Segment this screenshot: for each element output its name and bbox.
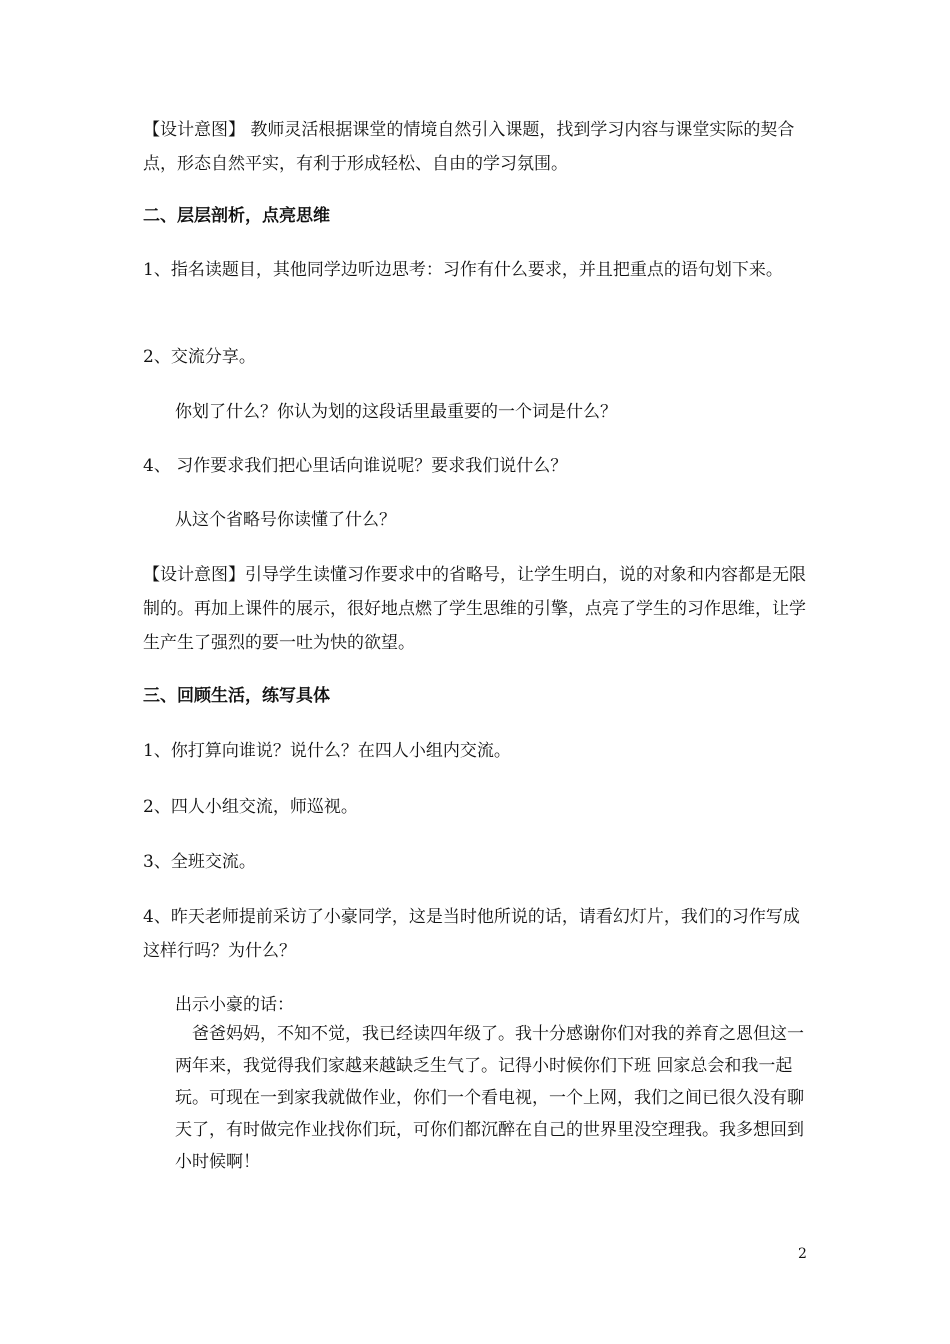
practice-step-2: 2、四人小组交流，师巡视。 — [143, 797, 358, 817]
step-4-paragraph: 4、 习作要求我们把心里话向谁说呢？要求我们说什么？ — [143, 456, 568, 476]
design-intent-paragraph-1: 【设计意图】 教师灵活根据课堂的情境自然引入课题，找到学习内容与课堂实际的契合点，形态自然平实，有利于形成轻松、自由的学习氛围。 — [143, 120, 795, 174]
practice-step-4: 4、昨天老师提前采访了小豪同学，这是当时他所说的话，请看幻灯片，我们的习作写成这样行吗？为什么？ — [143, 907, 800, 961]
step-2-paragraph: 2、交流分享。 — [143, 347, 256, 367]
quote-paragraph: 爸爸妈妈，不知不觉，我已经读四年级了。我十分感谢你们对我的养育之恩但这一两年来，我觉得我们家越来越缺乏生气了。记得小时候你们下班 回家总会和我一起玩。可现在一到家我就做作业，你们一个看电视，一个上网，我们之间已很久没有聊天了，有时做完作业找你们玩，可你们都沉醉在自己的世界里没空理我。我多想回到小时候啊！ — [175, 1024, 804, 1172]
ellipsis-question: 从这个省略号你读懂了什么？ — [175, 510, 396, 530]
quote-intro: 出示小豪的话： — [175, 995, 294, 1015]
design-intent-paragraph-2: 【设计意图】引导学生读懂习作要求中的省略号，让学生明白，说的对象和内容都是无限制的。再加上课件的展示，很好地点燃了学生思维的引擎，点亮了学生的习作思维，让学生产生了强烈的要一吐为快的欲望。 — [143, 565, 806, 653]
step-1-paragraph: 1、指名读题目，其他同学边听边思考：习作有什么要求，并且把重点的语句划下来。 — [143, 260, 783, 280]
section-heading-3: 三、回顾生活，练写具体 — [143, 686, 330, 706]
practice-step-3: 3、全班交流。 — [143, 852, 256, 872]
section-heading-2: 二、层层剖析，点亮思维 — [143, 206, 330, 226]
practice-step-1: 1、你打算向谁说？说什么？在四人小组内交流。 — [143, 741, 511, 761]
page-number: 2 — [798, 1246, 807, 1262]
question-paragraph: 你划了什么？你认为划的这段话里最重要的一个词是什么？ — [175, 402, 617, 422]
